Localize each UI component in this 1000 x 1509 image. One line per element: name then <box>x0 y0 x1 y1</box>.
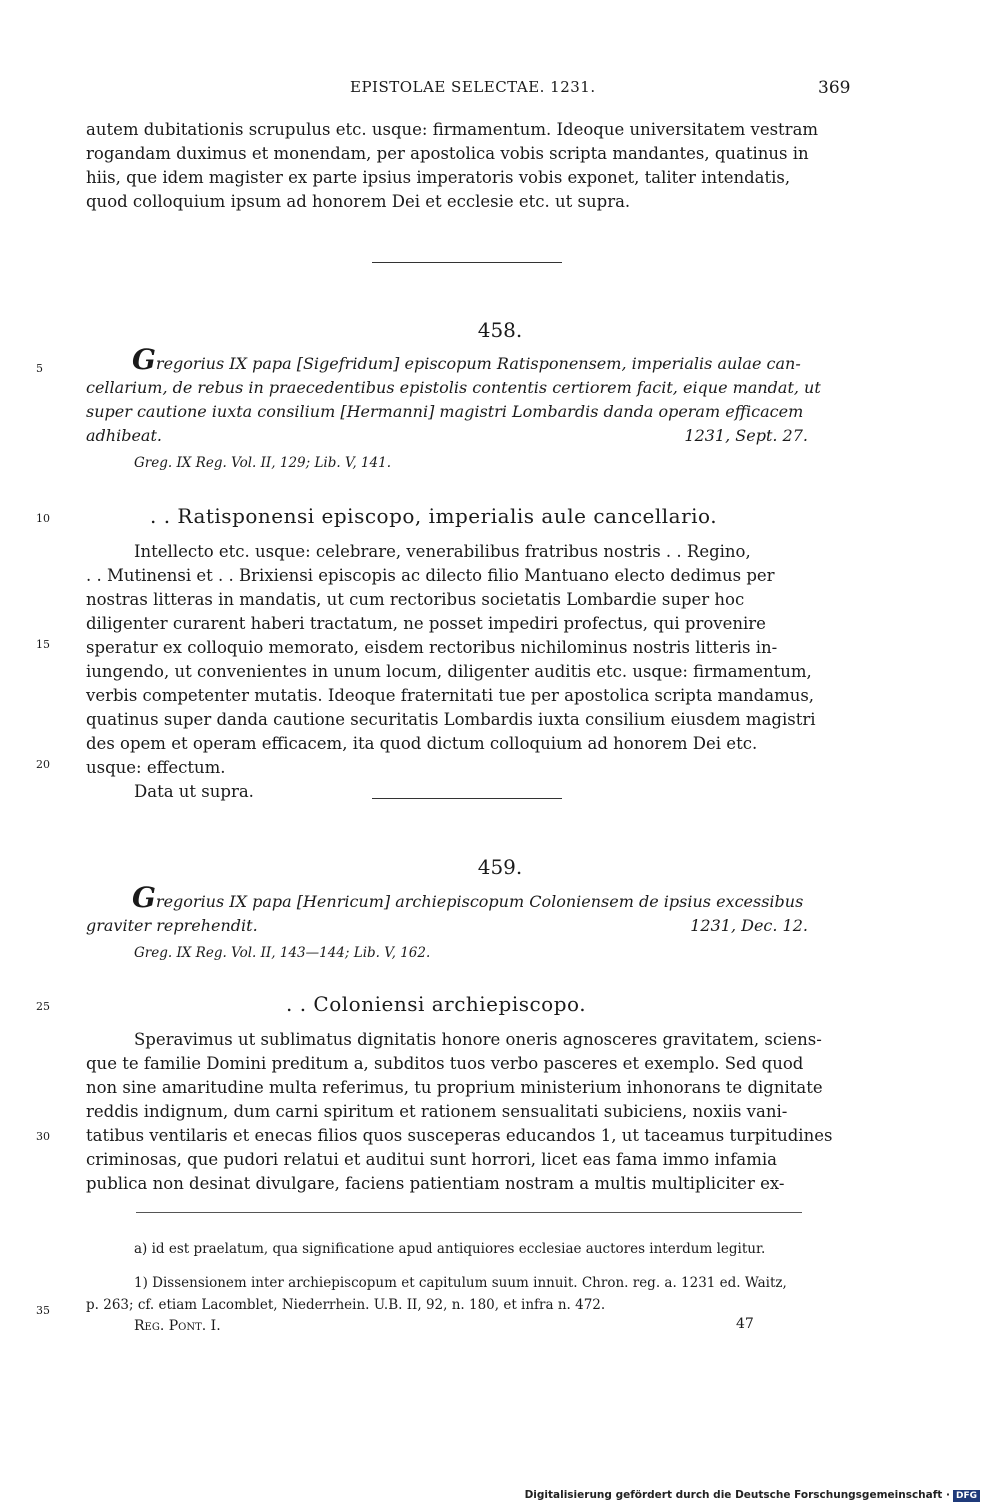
letter-459-source: Greg. IX Reg. Vol. II, 143—144; Lib. V, 162. <box>134 945 431 961</box>
text-line: usque: effectum. <box>86 758 226 777</box>
line-number: 10 <box>36 512 50 525</box>
dropcap: G <box>132 881 156 914</box>
text-line: nostras litteras in mandatis, ut cum rectoribus societatis Lombardie super hoc <box>86 590 745 609</box>
summary-text: regorius IX papa [Henricum] archiepiscopum Coloniensem de ipsius excessibus <box>155 892 804 911</box>
text-line: publica non desinat divulgare, faciens patientiam nostram a multis multipliciter ex- <box>86 1174 785 1193</box>
text-line: quatinus super danda cautione securitatis Lombardis iuxta consilium eiusdem magistri <box>86 710 816 729</box>
dropcap: G <box>132 343 156 376</box>
text-line: Intellecto etc. usque: celebrare, venerabilibus fratribus nostris . . Regino, <box>134 542 751 561</box>
footnote-1 <box>86 1272 852 1316</box>
letter-458-body <box>86 540 852 780</box>
text-line: iungendo, ut convenientes in unum locum, diligenter auditis etc. usque: firmamentum, <box>86 662 812 681</box>
text-line: quod colloquium ipsum ad honorem Dei et ecclesie etc. ut supra. <box>86 192 631 211</box>
running-title: EPISTOLAE SELECTAE. 1231. <box>350 78 596 96</box>
line-number: 15 <box>36 638 50 651</box>
summary-text: graviter reprehendit. <box>86 916 258 935</box>
summary-line <box>86 343 852 376</box>
footnote-rule <box>136 1212 802 1213</box>
text-line: tatibus ventilaris et enecas filios quos susceperas educandos 1, ut taceamus turpitudines <box>86 1126 833 1145</box>
summary-line: super cautione iuxta consilium [Hermanni] magistri Lombardis danda operam efficacem <box>86 402 804 421</box>
summary-text: adhibeat. <box>86 426 162 445</box>
text-line: non sine amaritudine multa referimus, tu proprium ministerium inhonorans te dignitate <box>86 1078 823 1097</box>
section-divider <box>372 262 562 263</box>
text-line: verbis competenter mutatis. Ideoque fraternitati tue per apostolica scripta mandamus, <box>86 686 815 705</box>
summary-text: regorius IX papa [Sigefridum] episcopum Ratisponensem, imperialis aulae can- <box>155 354 801 373</box>
footnote-a: a) id est praelatum, qua significatione apud antiquiores ecclesiae auctores interdum legitur. <box>134 1241 766 1257</box>
letter-458-closing: Data ut supra. <box>134 782 254 801</box>
digitization-credit <box>525 1489 980 1502</box>
page-number: 369 <box>818 78 851 98</box>
letter-459-address: . . Coloniensi archiepiscopo. <box>286 992 587 1016</box>
footnote-line: p. 263; cf. etiam Lacomblet, Niederrhein. U.B. II, 92, n. 180, et infra n. 472. <box>86 1297 606 1313</box>
letter-459-summary <box>86 881 852 938</box>
letter-number-458: 458. <box>477 318 523 342</box>
line-number: 25 <box>36 1000 50 1013</box>
text-line: des opem et operam efficacem, ita quod dictum colloquium ad honorem Dei etc. <box>86 734 758 753</box>
summary-line: cellarium, de rebus in praecedentibus epistolis contentis certiorem facit, eique mandat, ut <box>86 378 821 397</box>
letter-459-body <box>86 1028 852 1196</box>
text-line: Speravimus ut sublimatus dignitatis honore oneris agnosceres gravitatem, sciens- <box>134 1030 822 1049</box>
summary-line <box>86 424 852 448</box>
letter-date: 1231, Dec. 12. <box>690 916 808 935</box>
running-header <box>0 78 1000 102</box>
signature-sheet-number: 47 <box>736 1316 754 1332</box>
text-line: rogandam duximus et monendam, per apostolica vobis scripta mandantes, quatinus in <box>86 144 809 163</box>
dfg-logo-icon: DFG <box>953 1490 980 1502</box>
line-number: 20 <box>36 758 50 771</box>
intro-paragraph <box>86 118 852 214</box>
section-divider <box>372 798 562 799</box>
line-number: 35 <box>36 1304 50 1317</box>
line-number: 5 <box>36 362 43 375</box>
text-line: hiis, que idem magister ex parte ipsius imperatoris vobis exponet, taliter intendatis, <box>86 168 791 187</box>
letter-date: 1231, Sept. 27. <box>684 426 808 445</box>
text-line: criminosas, que pudori relatui et auditui sunt horrori, licet eas fama immo infamia <box>86 1150 778 1169</box>
text-line: reddis indignum, dum carni spiritum et rationem sensualitati subiciens, noxiis vani- <box>86 1102 788 1121</box>
text-line: diligenter curarent haberi tractatum, ne posset impediri profectus, qui provenire <box>86 614 766 633</box>
letter-458-address: . . Ratisponensi episcopo, imperialis aule cancellario. <box>150 504 718 528</box>
letter-458-summary <box>86 343 852 448</box>
summary-line <box>86 914 852 938</box>
text-line: autem dubitationis scrupulus etc. usque: firmamentum. Ideoque universitatem vestram <box>86 120 819 139</box>
credit-text: Digitalisierung gefördert durch die Deutsche Forschungsgemeinschaft · <box>524 1489 950 1501</box>
footnote-line: 1) Dissensionem inter archiepiscopum et capitulum suum innuit. Chron. reg. a. 1231 ed. Waitz, <box>134 1275 787 1291</box>
summary-line <box>86 881 852 914</box>
text-line: speratur ex colloquio memorato, eisdem rectoribus nichilominus nostris litteris in- <box>86 638 778 657</box>
text-line: que te familie Domini preditum a, subditos tuos verbo pasceres et exemplo. Sed quod <box>86 1054 804 1073</box>
line-number: 30 <box>36 1130 50 1143</box>
letter-number-459: 459. <box>477 855 523 879</box>
letter-458-source: Greg. IX Reg. Vol. II, 129; Lib. V, 141. <box>134 455 391 471</box>
signature-mark: Reg. Pont. I. <box>134 1318 221 1334</box>
text-line: . . Mutinensi et . . Brixiensi episcopis ac dilecto filio Mantuano electo dedimus per <box>86 566 775 585</box>
